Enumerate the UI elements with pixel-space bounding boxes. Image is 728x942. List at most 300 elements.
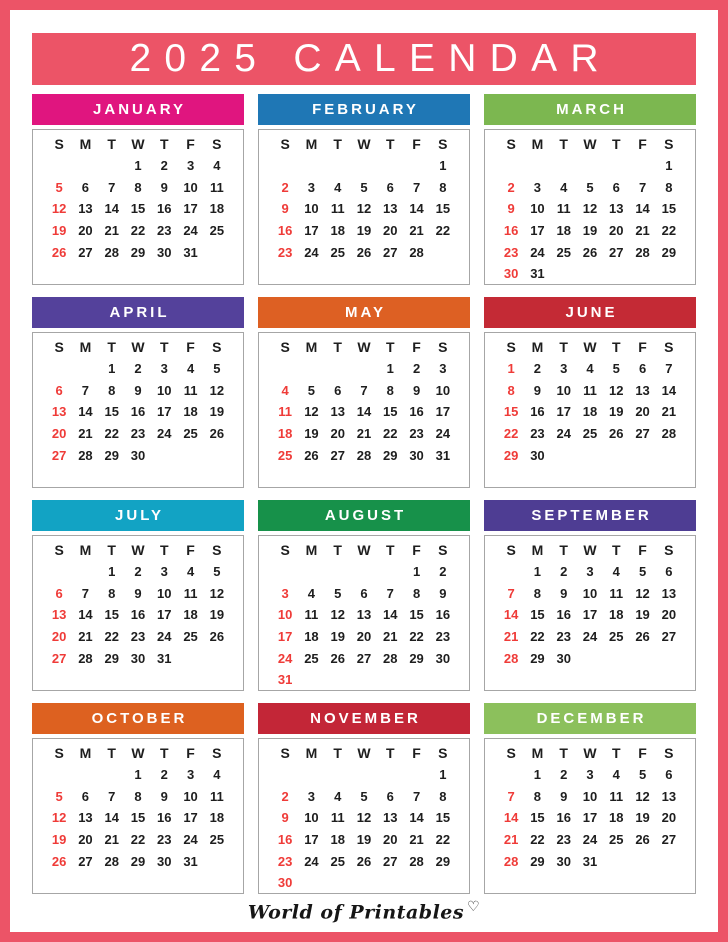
day-cell: 8 — [134, 179, 142, 195]
day-cell: 21 — [78, 426, 93, 442]
day-cell: 31 — [183, 244, 198, 260]
week-row — [272, 807, 456, 829]
day-cell: 17 — [435, 404, 451, 420]
day-cell: 1 — [412, 564, 421, 580]
day-cell: 27 — [661, 832, 677, 848]
day-cell: 13 — [635, 382, 650, 398]
day-cell: 21 — [503, 629, 519, 645]
day-cell: 1 — [507, 361, 515, 377]
day-cell: 7 — [81, 585, 90, 601]
week-row — [498, 829, 682, 851]
day-cell: 4 — [307, 585, 316, 601]
month-header-may: MAY — [258, 297, 470, 328]
day-cell: 6 — [665, 767, 673, 783]
day-cell: 29 — [104, 650, 119, 666]
day-cell: 23 — [556, 629, 571, 645]
day-cell: 11 — [209, 179, 224, 195]
day-cell: 11 — [583, 382, 597, 398]
day-cell: 20 — [661, 607, 677, 623]
day-cell: 15 — [130, 810, 146, 826]
day-cell: 10 — [304, 810, 319, 826]
day-cell: 27 — [383, 244, 398, 260]
week-row — [46, 626, 230, 648]
day-cell: 30 — [130, 650, 146, 666]
week-row — [46, 850, 230, 872]
day-cell: 27 — [383, 853, 398, 869]
month-january — [32, 94, 244, 285]
month-header-november: NOVEMBER — [258, 703, 470, 734]
day-cell: 10 — [556, 382, 571, 398]
weekday-label: S — [212, 744, 222, 761]
day-cell: 23 — [277, 853, 293, 869]
weekday-label: W — [583, 338, 597, 355]
day-cell: 25 — [183, 629, 198, 645]
day-cell: 18 — [609, 607, 624, 623]
day-cell: 14 — [356, 404, 372, 420]
day-cell: 2 — [281, 788, 289, 804]
month-body-august — [258, 535, 470, 691]
weekday-row — [272, 742, 456, 764]
day-cell: 15 — [503, 404, 519, 420]
day-cell: 19 — [209, 607, 225, 623]
day-cell: 5 — [213, 564, 221, 580]
day-cell: 30 — [130, 447, 146, 463]
day-cell: 18 — [330, 832, 345, 848]
week-row — [272, 379, 456, 401]
day-cell: 20 — [661, 810, 677, 826]
day-cell: 29 — [530, 853, 545, 869]
day-cell: 6 — [638, 361, 647, 377]
weekday-row — [498, 133, 682, 155]
weekday-label: S — [54, 135, 64, 152]
week-row — [498, 263, 682, 285]
weekday-label: T — [107, 744, 116, 761]
day-cell: 28 — [78, 447, 93, 463]
weekday-label: F — [638, 338, 647, 355]
day-cell: 14 — [503, 607, 519, 623]
day-cell: 28 — [661, 426, 677, 442]
day-cell: 3 — [307, 179, 316, 195]
day-cell: 30 — [435, 650, 451, 666]
weekday-label: W — [131, 135, 145, 152]
weekday-label: F — [412, 338, 421, 355]
day-cell: 19 — [51, 832, 67, 848]
weekday-label: T — [333, 135, 342, 152]
day-cell: 14 — [503, 810, 519, 826]
day-cell: 26 — [304, 447, 319, 463]
day-cell: 11 — [330, 810, 345, 826]
day-cell: 30 — [157, 244, 172, 260]
week-row — [46, 647, 230, 669]
day-cell: 23 — [157, 832, 172, 848]
week-row — [272, 220, 456, 242]
day-cell: 3 — [281, 585, 289, 601]
day-cell: 24 — [582, 832, 598, 848]
weekday-row — [272, 336, 456, 358]
day-cell: 6 — [334, 382, 342, 398]
day-cell: 31 — [582, 853, 598, 869]
day-cell: 24 — [277, 650, 293, 666]
day-cell: 26 — [209, 426, 225, 442]
day-cell: 7 — [412, 788, 421, 804]
day-cell: 22 — [530, 832, 545, 848]
weekday-row — [498, 336, 682, 358]
day-cell: 10 — [183, 788, 198, 804]
week-row — [46, 198, 230, 220]
day-cell: 21 — [409, 832, 424, 848]
day-cell: 4 — [586, 361, 594, 377]
day-cell: 11 — [556, 201, 571, 217]
week-row — [498, 850, 682, 872]
weekday-label: S — [506, 541, 516, 558]
day-cell: 11 — [304, 607, 319, 623]
day-cell: 11 — [209, 788, 224, 804]
weekday-label: S — [664, 744, 674, 761]
day-cell: 9 — [281, 201, 289, 217]
day-cell: 18 — [556, 223, 571, 239]
day-cell: 14 — [78, 404, 93, 420]
month-december — [484, 703, 696, 894]
day-cell: 31 — [435, 447, 451, 463]
day-cell: 9 — [160, 179, 168, 195]
day-cell: 25 — [183, 426, 198, 442]
day-cell: 16 — [277, 832, 293, 848]
week-row — [272, 444, 456, 466]
day-cell: 28 — [503, 650, 519, 666]
week-row — [46, 604, 230, 626]
weekday-label: S — [438, 135, 448, 152]
week-row — [498, 444, 682, 466]
day-cell: 24 — [304, 244, 319, 260]
day-cell: 19 — [209, 404, 225, 420]
day-cell: 12 — [209, 382, 225, 398]
day-cell: 29 — [130, 244, 146, 260]
day-cell: 2 — [160, 767, 168, 783]
day-cell: 25 — [277, 447, 293, 463]
weekday-row — [498, 742, 682, 764]
weekday-label: S — [280, 338, 290, 355]
day-cell: 26 — [51, 853, 67, 869]
day-cell: 26 — [51, 244, 67, 260]
week-row — [272, 785, 456, 807]
week-row — [272, 155, 456, 177]
day-cell: 21 — [635, 223, 650, 239]
day-cell: 13 — [609, 201, 624, 217]
day-cell: 7 — [507, 585, 515, 601]
weekday-label: W — [131, 744, 145, 761]
day-cell: 5 — [638, 564, 647, 580]
week-row — [272, 401, 456, 423]
day-cell: 20 — [383, 832, 398, 848]
month-september — [484, 500, 696, 691]
day-cell: 8 — [134, 788, 142, 804]
day-cell: 13 — [661, 788, 677, 804]
weekday-label: T — [559, 541, 568, 558]
weekday-row — [272, 133, 456, 155]
day-cell: 20 — [356, 629, 372, 645]
day-cell: 19 — [635, 810, 650, 826]
day-cell: 24 — [556, 426, 571, 442]
week-row — [46, 807, 230, 829]
weekday-row — [46, 336, 230, 358]
weekday-label: T — [160, 744, 169, 761]
month-header-january: JANUARY — [32, 94, 244, 125]
day-cell: 10 — [183, 179, 198, 195]
day-cell: 21 — [356, 426, 372, 442]
day-cell: 23 — [503, 244, 519, 260]
day-cell: 31 — [277, 672, 293, 688]
month-body-september — [484, 535, 696, 691]
day-cell: 24 — [157, 629, 172, 645]
month-body-january — [32, 129, 244, 285]
month-header-february: FEBRUARY — [258, 94, 470, 125]
day-cell: 15 — [383, 404, 398, 420]
day-cell: 17 — [183, 201, 198, 217]
day-cell: 10 — [304, 201, 319, 217]
day-cell: 18 — [582, 404, 598, 420]
day-cell: 4 — [560, 179, 568, 195]
day-cell: 3 — [439, 361, 447, 377]
day-cell: 27 — [661, 629, 677, 645]
day-cell: 6 — [386, 179, 394, 195]
weekday-label: T — [612, 744, 621, 761]
day-cell: 22 — [503, 426, 519, 442]
day-cell: 28 — [104, 853, 119, 869]
day-cell: 3 — [586, 767, 594, 783]
day-cell: 5 — [213, 361, 221, 377]
day-cell: 1 — [533, 767, 542, 783]
day-cell: 11 — [183, 382, 198, 398]
weekday-label: W — [131, 541, 145, 558]
week-row — [498, 582, 682, 604]
weekday-label: S — [54, 541, 64, 558]
weekday-label: S — [280, 541, 290, 558]
day-cell: 1 — [386, 361, 394, 377]
day-cell: 13 — [51, 607, 67, 623]
day-cell: 21 — [661, 404, 677, 420]
day-cell: 27 — [356, 650, 372, 666]
day-cell: 20 — [51, 629, 67, 645]
day-cell: 20 — [51, 426, 67, 442]
weekday-label: M — [531, 744, 544, 761]
day-cell: 15 — [530, 810, 545, 826]
day-cell: 2 — [134, 361, 142, 377]
week-row — [46, 764, 230, 786]
day-cell: 17 — [157, 404, 172, 420]
day-cell: 8 — [439, 788, 447, 804]
day-cell: 22 — [435, 223, 451, 239]
day-cell: 14 — [78, 607, 93, 623]
calendar-grid — [32, 94, 696, 894]
day-cell: 21 — [383, 629, 398, 645]
day-cell: 3 — [307, 788, 316, 804]
day-cell: 17 — [157, 607, 172, 623]
weekday-label: M — [305, 338, 318, 355]
day-cell: 2 — [507, 179, 515, 195]
month-body-july — [32, 535, 244, 691]
week-row — [498, 220, 682, 242]
day-cell: 15 — [435, 810, 451, 826]
weekday-label: M — [531, 541, 544, 558]
day-cell: 30 — [157, 853, 172, 869]
day-cell: 25 — [330, 244, 345, 260]
month-october — [32, 703, 244, 894]
day-cell: 7 — [412, 179, 421, 195]
day-cell: 21 — [503, 832, 519, 848]
day-cell: 13 — [383, 810, 398, 826]
day-cell: 25 — [209, 223, 225, 239]
day-cell: 29 — [409, 650, 424, 666]
day-cell: 12 — [51, 810, 67, 826]
day-cell: 9 — [560, 585, 568, 601]
month-february — [258, 94, 470, 285]
weekday-label: F — [638, 541, 647, 558]
day-cell: 17 — [530, 223, 545, 239]
day-cell: 12 — [635, 585, 650, 601]
day-cell: 28 — [104, 244, 119, 260]
day-cell: 14 — [661, 382, 677, 398]
day-cell: 2 — [560, 767, 568, 783]
weekday-row — [498, 539, 682, 561]
day-cell: 25 — [609, 832, 624, 848]
day-cell: 6 — [612, 179, 620, 195]
day-cell: 19 — [304, 426, 319, 442]
day-cell: 16 — [130, 404, 146, 420]
weekday-label: F — [186, 541, 195, 558]
week-row — [46, 785, 230, 807]
day-cell: 15 — [130, 201, 146, 217]
day-cell: 29 — [435, 853, 451, 869]
day-cell: 24 — [582, 629, 598, 645]
weekday-label: S — [212, 338, 222, 355]
day-cell: 8 — [533, 788, 542, 804]
month-header-march: MARCH — [484, 94, 696, 125]
week-row — [498, 241, 682, 263]
day-cell: 17 — [582, 810, 598, 826]
day-cell: 18 — [209, 810, 225, 826]
weekday-label: M — [305, 541, 318, 558]
day-cell: 18 — [209, 201, 225, 217]
day-cell: 17 — [183, 810, 198, 826]
day-cell: 13 — [78, 201, 93, 217]
weekday-label: S — [212, 135, 222, 152]
day-cell: 27 — [78, 244, 93, 260]
day-cell: 12 — [356, 810, 372, 826]
week-row — [46, 220, 230, 242]
day-cell: 7 — [386, 585, 394, 601]
day-cell: 27 — [330, 447, 345, 463]
day-cell: 25 — [209, 832, 225, 848]
day-cell: 16 — [157, 810, 172, 826]
day-cell: 22 — [435, 832, 451, 848]
day-cell: 5 — [638, 767, 647, 783]
day-cell: 3 — [160, 564, 168, 580]
day-cell: 8 — [533, 585, 542, 601]
weekday-label: T — [559, 744, 568, 761]
week-row — [498, 604, 682, 626]
day-cell: 4 — [213, 158, 221, 174]
week-row — [498, 401, 682, 423]
day-cell: 24 — [530, 244, 545, 260]
day-cell: 20 — [78, 223, 93, 239]
day-cell: 26 — [582, 244, 598, 260]
weekday-label: F — [412, 135, 421, 152]
weekday-label: W — [583, 541, 597, 558]
day-cell: 23 — [409, 426, 424, 442]
day-cell: 25 — [330, 853, 345, 869]
week-row — [498, 423, 682, 445]
weekday-label: F — [186, 744, 195, 761]
day-cell: 22 — [104, 629, 119, 645]
day-cell: 1 — [665, 158, 673, 174]
day-cell: 16 — [556, 607, 571, 623]
weekday-row — [46, 742, 230, 764]
day-cell: 23 — [277, 244, 293, 260]
month-body-april — [32, 332, 244, 488]
day-cell: 9 — [560, 788, 568, 804]
month-body-may — [258, 332, 470, 488]
day-cell: 28 — [356, 447, 372, 463]
month-body-february — [258, 129, 470, 285]
weekday-label: T — [107, 541, 116, 558]
week-row — [272, 358, 456, 380]
day-cell: 4 — [186, 361, 195, 377]
day-cell: 9 — [134, 585, 142, 601]
week-row — [272, 647, 456, 669]
day-cell: 21 — [104, 223, 119, 239]
day-cell: 31 — [183, 853, 198, 869]
day-cell: 23 — [530, 426, 545, 442]
day-cell: 11 — [330, 201, 345, 217]
weekday-label: T — [386, 744, 395, 761]
day-cell: 10 — [435, 382, 451, 398]
day-cell: 15 — [435, 201, 451, 217]
day-cell: 30 — [530, 447, 545, 463]
weekday-label: M — [531, 135, 544, 152]
day-cell: 7 — [665, 361, 673, 377]
month-may — [258, 297, 470, 488]
weekday-label: M — [305, 744, 318, 761]
day-cell: 5 — [55, 179, 63, 195]
week-row — [272, 198, 456, 220]
day-cell: 9 — [439, 585, 447, 601]
weekday-label: S — [280, 135, 290, 152]
day-cell: 15 — [104, 404, 119, 420]
day-cell: 14 — [409, 201, 424, 217]
day-cell: 5 — [612, 361, 620, 377]
day-cell: 10 — [582, 788, 598, 804]
weekday-label: T — [386, 338, 395, 355]
week-row — [272, 582, 456, 604]
day-cell: 3 — [160, 361, 168, 377]
month-august — [258, 500, 470, 691]
day-cell: 12 — [609, 382, 624, 398]
day-cell: 31 — [157, 650, 172, 666]
weekday-label: T — [386, 541, 395, 558]
week-row — [272, 423, 456, 445]
week-row — [272, 872, 456, 894]
day-cell: 30 — [556, 650, 571, 666]
month-body-march — [484, 129, 696, 285]
weekday-label: W — [583, 135, 597, 152]
day-cell: 20 — [609, 223, 624, 239]
week-row — [498, 155, 682, 177]
day-cell: 8 — [108, 585, 116, 601]
weekday-label: W — [357, 541, 371, 558]
weekday-label: S — [506, 135, 516, 152]
day-cell: 26 — [609, 426, 624, 442]
weekday-label: M — [79, 744, 92, 761]
